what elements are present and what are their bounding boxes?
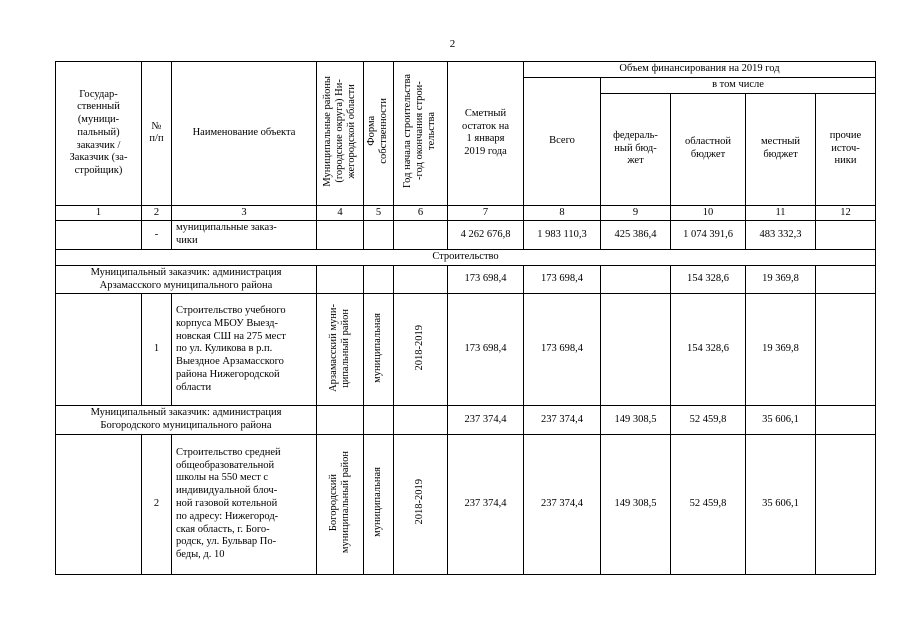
municipal-dash: - <box>142 221 172 250</box>
col-number: 12 <box>816 205 876 221</box>
header-total: Всего <box>524 77 601 205</box>
object-district: Богородский муниципальный район <box>327 451 351 554</box>
object-district-cell <box>317 434 364 574</box>
header-ownership: Форма собственности <box>366 98 390 164</box>
empty-cell <box>317 265 364 294</box>
header-including: в том числе <box>601 77 876 93</box>
object-balance: 173 698,4 <box>448 294 524 406</box>
header-ownership-cell <box>364 62 394 206</box>
group-local: 19 369,8 <box>746 265 816 294</box>
object-ownership: муниципальная <box>372 312 384 383</box>
object-years: 2018-2019 <box>414 324 426 371</box>
empty-cell <box>364 221 394 250</box>
object-regional: 154 328,6 <box>671 294 746 406</box>
empty-cell <box>56 221 142 250</box>
col-number: 8 <box>524 205 601 221</box>
group-total: 237 374,4 <box>524 406 601 435</box>
empty-cell <box>394 265 448 294</box>
col-number: 9 <box>601 205 671 221</box>
header-years-cell <box>394 62 448 206</box>
group-row <box>56 265 876 294</box>
group-regional: 154 328,6 <box>671 265 746 294</box>
header-object-name: Наименование объекта <box>172 62 317 206</box>
object-district-cell <box>317 294 364 406</box>
section-row <box>56 249 876 265</box>
object-ownership: муниципальная <box>372 467 384 538</box>
group-row <box>56 406 876 435</box>
group-customer: Муниципальный заказчик: администрация Богородского муниципального района <box>56 406 317 435</box>
group-balance: 237 374,4 <box>448 406 524 435</box>
group-local: 35 606,1 <box>746 406 816 435</box>
object-years-cell <box>394 434 448 574</box>
empty-cell <box>394 221 448 250</box>
group-balance: 173 698,4 <box>448 265 524 294</box>
municipal-federal: 425 386,4 <box>601 221 671 250</box>
header-years: Год начала строительства -год окончания строи- тельства <box>402 73 438 188</box>
header-regional: областной бюджет <box>671 93 746 205</box>
empty-cell <box>394 406 448 435</box>
financing-table <box>55 61 876 575</box>
municipal-regional: 1 074 391,6 <box>671 221 746 250</box>
group-total: 173 698,4 <box>524 265 601 294</box>
header-district: Муниципальные районы (городские округа) Ни- жегородской области <box>321 75 358 187</box>
column-numbers-row <box>56 205 876 221</box>
municipal-name: муниципальные заказ- чики <box>172 221 317 250</box>
object-ownership-cell <box>364 294 394 406</box>
municipal-total: 1 983 110,3 <box>524 221 601 250</box>
object-years: 2018-2019 <box>414 479 426 525</box>
municipal-balance: 4 262 676,8 <box>448 221 524 250</box>
object-district: Арзамасский муни- ципальный район <box>327 303 351 392</box>
page-number: 2 <box>449 38 456 50</box>
header-other: прочие источ- ники <box>816 93 876 205</box>
object-total: 173 698,4 <box>524 294 601 406</box>
group-federal <box>601 265 671 294</box>
header-district-cell <box>317 62 364 206</box>
object-local: 19 369,8 <box>746 294 816 406</box>
header-number: № п/п <box>142 62 172 206</box>
col-number: 7 <box>448 205 524 221</box>
object-regional: 52 459,8 <box>671 434 746 574</box>
object-federal: 149 308,5 <box>601 434 671 574</box>
object-number: 1 <box>142 294 172 406</box>
object-ownership-cell <box>364 434 394 574</box>
header-funding-title: Объем финансирования на 2019 год <box>524 62 876 78</box>
municipal-other <box>816 221 876 250</box>
col-number: 2 <box>142 205 172 221</box>
col-number: 3 <box>172 205 317 221</box>
object-row <box>56 294 876 406</box>
object-federal <box>601 294 671 406</box>
section-title: Строительство <box>56 249 876 265</box>
col-number: 11 <box>746 205 816 221</box>
object-number: 2 <box>142 434 172 574</box>
header-customer: Государ- ственный (муници- пальный) заказчик / Заказчик (за- стройщик) <box>56 62 142 206</box>
group-federal: 149 308,5 <box>601 406 671 435</box>
empty-cell <box>364 406 394 435</box>
object-years-cell <box>394 294 448 406</box>
object-local: 35 606,1 <box>746 434 816 574</box>
object-other <box>816 294 876 406</box>
header-federal: федераль- ный бюд- жет <box>601 93 671 205</box>
municipal-local: 483 332,3 <box>746 221 816 250</box>
object-total: 237 374,4 <box>524 434 601 574</box>
group-other <box>816 265 876 294</box>
col-number: 6 <box>394 205 448 221</box>
empty-cell <box>364 265 394 294</box>
empty-cell <box>317 406 364 435</box>
object-name: Строительство учебного корпуса МБОУ Выезд- новская СШ на 275 мест по ул. Куликова в р.п. Выездное Арзамасского района Нижегородской области <box>172 294 317 406</box>
col-number: 4 <box>317 205 364 221</box>
header-row-1 <box>56 62 876 78</box>
empty-cell <box>317 221 364 250</box>
municipal-customers-row <box>56 221 876 250</box>
empty-cell <box>56 434 142 574</box>
empty-cell <box>56 294 142 406</box>
header-local: местный бюджет <box>746 93 816 205</box>
group-other <box>816 406 876 435</box>
object-name: Строительство средней общеобразовательной школы на 550 мест с индивидуальной блоч- ной газовой котельной по адресу: Нижегород- ская область, г. Бого- родск, ул. Бульвар По- беды, д. 10 <box>172 434 317 574</box>
object-other <box>816 434 876 574</box>
object-balance: 237 374,4 <box>448 434 524 574</box>
group-regional: 52 459,8 <box>671 406 746 435</box>
col-number: 5 <box>364 205 394 221</box>
group-customer: Муниципальный заказчик: администрация Арзамасского муниципального района <box>56 265 317 294</box>
header-balance: Сметный остаток на 1 января 2019 года <box>448 62 524 206</box>
col-number: 10 <box>671 205 746 221</box>
col-number: 1 <box>56 205 142 221</box>
object-row <box>56 434 876 574</box>
